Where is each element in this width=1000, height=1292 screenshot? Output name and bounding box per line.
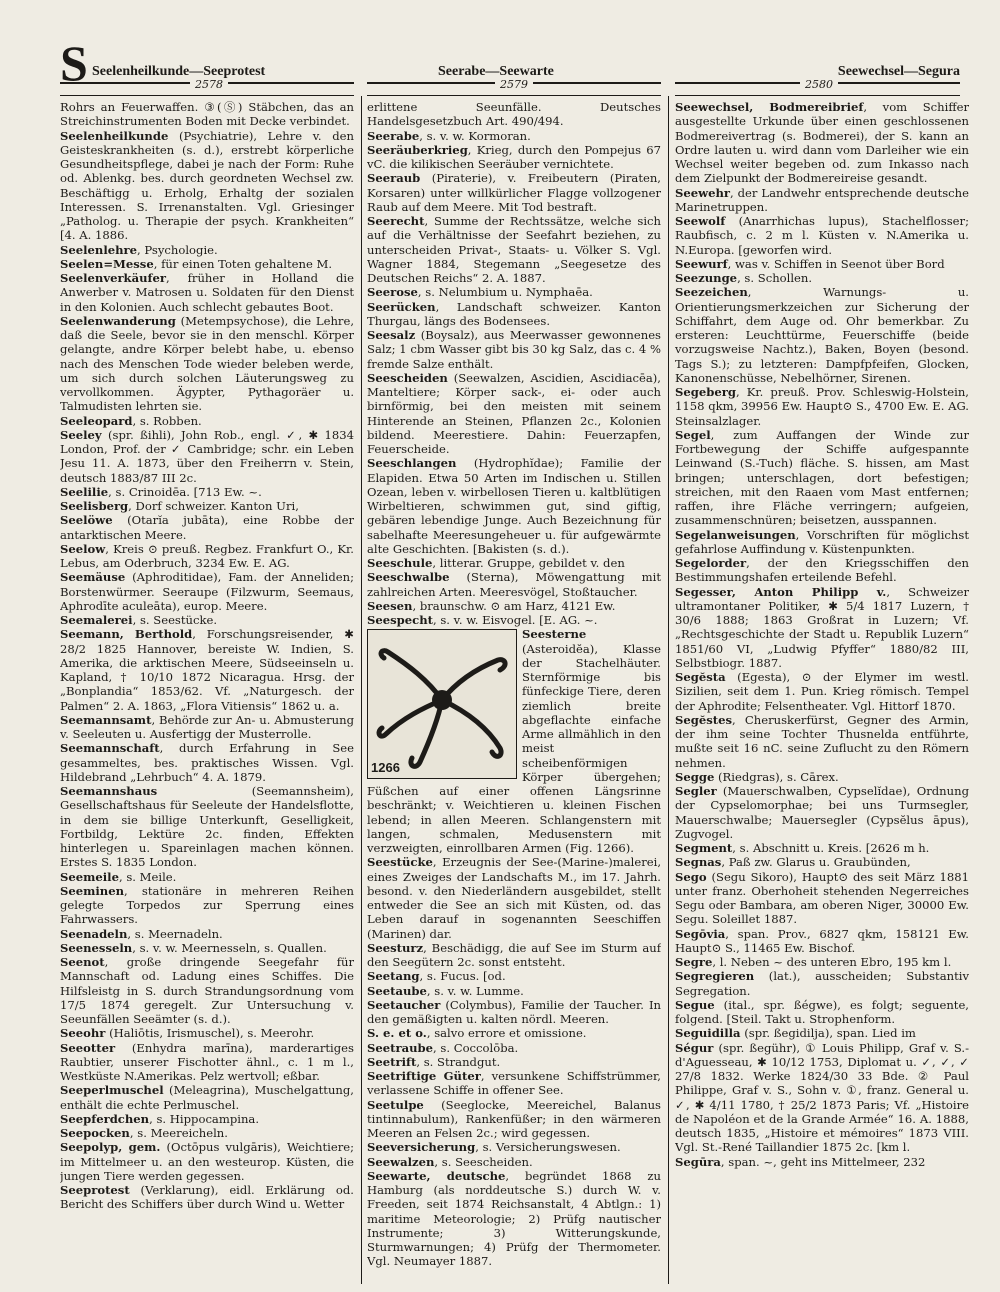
dictionary-entry bbox=[675, 214, 969, 257]
entry-text: , s. Abschnitt u. Kreis. [2626 m h. bbox=[732, 841, 930, 855]
entry-text: , Kr. preuß. Prov. Schleswig-Holstein, 1158 qkm, 39956 Ew. Haupt⊙ S., 4700 Ew. E. AG. Steinsalzlager. bbox=[675, 385, 969, 428]
entry-text: , s. Seescheiden. bbox=[434, 1154, 533, 1169]
entry-headword: Seesterne bbox=[522, 627, 587, 642]
dictionary-entry bbox=[60, 1041, 354, 1084]
entry-text: (Boysalz), aus Meerwasser gewonnenes Salz; 1 cbm Wasser gibt bis 30 kg Salz, das c. 4 % fremde Salze enthält. bbox=[367, 328, 661, 371]
entry-headword: Seesalz bbox=[367, 328, 416, 342]
entry-headword: Seewehr bbox=[675, 185, 731, 200]
dictionary-entry bbox=[675, 770, 969, 784]
entry-headword: Seelow bbox=[60, 541, 106, 556]
entry-text: (ital., spr. ßégwe), es folgt; seguente, folgend. [Steil. Takt u. Strophenform. bbox=[675, 997, 969, 1026]
dictionary-entry bbox=[60, 100, 354, 129]
entry-headword: Seeraub bbox=[367, 171, 421, 186]
dictionary-entry bbox=[675, 955, 969, 969]
entry-text: , s. Fucus. [od. bbox=[419, 969, 506, 984]
entry-text: , s. v. w. Eisvogel. [E. AG. ~. bbox=[432, 613, 598, 627]
entry-headword: Seespecht bbox=[367, 613, 433, 627]
figure-number: 1266 bbox=[371, 760, 400, 775]
entry-text: , braunschw. ⊙ am Harz, 4121 Ew. bbox=[412, 598, 616, 613]
dictionary-entry bbox=[675, 927, 969, 956]
entry-headword: Segūra bbox=[675, 1154, 721, 1169]
entry-text: , s. v. w. Kormoran. bbox=[419, 128, 531, 143]
entry-text: , Cheruskerfürst, Gegner des Armin, der ihm seine Tochter Thusnelda entführte, mußte seit 16 nC. seine Zuflucht zu den Römern nehmen. bbox=[675, 712, 969, 770]
dictionary-entry bbox=[367, 1169, 661, 1269]
entry-text: , stationäre in mehreren Reihen gelegte Torpedos zur Sperrung eines Fahrwassers. bbox=[60, 883, 354, 927]
entry-headword: Seemannshaus bbox=[60, 784, 158, 798]
entry-headword: Seepolyp, gem. bbox=[60, 1140, 161, 1155]
page-number-middle: 2579 bbox=[495, 79, 533, 91]
dictionary-entry bbox=[367, 328, 661, 371]
dictionary-entry bbox=[60, 941, 354, 955]
dictionary-entry bbox=[60, 1126, 354, 1140]
dictionary-entry bbox=[367, 100, 661, 129]
dictionary-entry bbox=[60, 243, 354, 257]
entry-text: , s. Schollen. bbox=[737, 271, 813, 285]
entry-headword: Seetaucher bbox=[367, 997, 441, 1012]
dictionary-entry bbox=[367, 941, 661, 970]
dictionary-entry bbox=[675, 428, 969, 528]
entry-text: Rohrs an Feuerwaffen. ③(Ⓢ) Stäbchen, das an Streichinstrumenten Boden mit Decke verbindet. bbox=[60, 100, 354, 129]
dictionary-entry bbox=[367, 599, 661, 613]
entry-text: (Colymbus), Familie der Taucher. In den gemäßigten u. kalten nördl. Meeren. bbox=[367, 997, 661, 1026]
entry-text: (spr. ßihli), John Rob., engl. ✓, ✱ 1834 London, Prof. der ✓ Cambridge; schr. ein Leben Jesu 11. A. 1873, über den Freiherrn v. Stein, deutsch 1883/87 III 2c. bbox=[60, 427, 354, 485]
entry-text: erlittene Seeunfälle. Deutsches Handelsgesetzbuch Art. 490/494. bbox=[367, 100, 661, 129]
dictionary-entry bbox=[675, 186, 969, 215]
dictionary-entry bbox=[367, 371, 661, 457]
entry-headword: Seeohr bbox=[60, 1026, 106, 1041]
right-column-heading: Seewechsel—Segura bbox=[837, 64, 960, 79]
entry-text: (Haliōtis, Irismuschel), s. Meerohr. bbox=[105, 1026, 315, 1041]
entry-headword: Seewalzen bbox=[367, 1154, 435, 1169]
dictionary-entry bbox=[60, 613, 354, 627]
entry-text: , der den Kriegsschiffen den Bestimmungshafen erteilende Befehl. bbox=[675, 556, 969, 585]
dictionary-entry bbox=[60, 542, 354, 571]
dictionary-entry bbox=[367, 300, 661, 329]
entry-text: , s. Strandgut. bbox=[416, 1054, 501, 1069]
entry-headword: Seemäuse bbox=[60, 570, 126, 585]
entry-text: , Krieg, durch den Pompejus 67 vC. die kilikischen Seeräuber vernichtete. bbox=[367, 142, 661, 171]
starfish-illustration-icon bbox=[367, 629, 517, 779]
dictionary-entry bbox=[60, 414, 354, 428]
entry-headword: Seetraube bbox=[367, 1040, 434, 1055]
page-number-left: 2578 bbox=[190, 79, 228, 91]
dictionary-entry bbox=[60, 314, 354, 414]
dictionary-entry bbox=[675, 100, 969, 186]
entry-headword: Seelisberg bbox=[60, 499, 129, 513]
entry-text: , Landschaft schweizer. Kanton Thurgau, längs des Bodensees. bbox=[367, 299, 661, 328]
dictionary-entry bbox=[60, 1140, 354, 1183]
entry-text: (Seeglocke, Meereichel, Balanus tintinnabulum), Rankenfüßer; in den wärmeren Meeren an Felsen 2c.; wird gegessen. bbox=[367, 1097, 661, 1140]
dictionary-entry bbox=[367, 285, 661, 299]
dictionary-entry bbox=[367, 1069, 661, 1098]
dictionary-entry bbox=[60, 955, 354, 1026]
dictionary-entry bbox=[60, 499, 354, 513]
entry-text: , span. ~, geht ins Mittelmeer, 232 bbox=[720, 1154, 926, 1169]
dictionary-entry bbox=[60, 884, 354, 927]
entry-text: , Behörde zur An- u. Abmusterung v. Seeleuten u. Ausfertigg der Musterrolle. bbox=[60, 712, 354, 741]
entry-text: , große dringende Seegefahr für Mannschaft od. Ladung eines Schiffes. Die Hilfsleistg in S. durch Strandungsordnung vom 17/5 1874 geregelt. Zur Untersuchung v. Seeunfällen Seeämter (s. d.). bbox=[60, 955, 354, 1026]
entry-headword: Seewurf bbox=[675, 256, 728, 271]
entry-headword: S. e. et o. bbox=[367, 1026, 427, 1041]
entry-headword: Segment bbox=[675, 841, 733, 855]
dictionary-entry bbox=[367, 1041, 661, 1055]
dictionary-entry bbox=[675, 870, 969, 927]
entry-headword: Seeperlmuschel bbox=[60, 1083, 164, 1098]
entry-text: , s. Meile. bbox=[118, 869, 177, 884]
entry-headword: Segnas bbox=[675, 855, 722, 870]
middle-column-heading: Seerabe—Seewarte bbox=[438, 64, 554, 79]
entry-headword: Seerecht bbox=[367, 214, 425, 228]
entry-text: (Sterna), Möwengattung mit zahlreichen Arten. Meeresvögel, Stoßtaucher. bbox=[367, 570, 661, 599]
entry-text: , früher in Holland die Anwerber v. Matrosen u. Soldaten für den Dienst in den Kolonien. Auch schlecht gebautes Boot. bbox=[60, 271, 354, 314]
entry-text: , Schweizer ultramontaner Politiker, ✱ 5/4 1817 Luzern, † 30/6 1888; 1863 Großrat in Luzern; Vf. „Rechtsgeschichte der Stadt u. Republik Luzern“ 1851/60 VI, „Ludwig Pfyffer“ 1880/82 III, Selbstbiogr. 1887. bbox=[675, 584, 969, 670]
dictionary-entry bbox=[60, 257, 354, 271]
entry-headword: Seeräuberkrieg bbox=[367, 142, 468, 157]
dictionary-entry bbox=[675, 784, 969, 841]
entry-text: (Enhydra marīna), marderartiges Raubtier, unserer Fischotter ähnl., c. 1 m l., Westküste N.Amerikas. Pelz wertvoll; eßbar. bbox=[60, 1040, 354, 1083]
column-middle bbox=[367, 100, 661, 1285]
entry-text: , s. Meernadeln. bbox=[127, 926, 223, 941]
entry-text: , s. v. w. Lumme. bbox=[426, 983, 524, 998]
dictionary-entry bbox=[60, 713, 354, 742]
entry-headword: Seerabe bbox=[367, 128, 420, 143]
entry-headword: Seeversicherung bbox=[367, 1140, 476, 1155]
dictionary-entry bbox=[60, 784, 354, 870]
entry-text: (Aphroditidae), Fam. der Anneliden; Borstenwürmer. Seeraupe (Filzwurm, Seemaus, Aphrodīte aculeāta), europ. Meere. bbox=[60, 570, 354, 613]
entry-headword: Seetrift bbox=[367, 1054, 417, 1069]
entry-text: , s. Versicherungswesen. bbox=[475, 1140, 621, 1155]
entry-headword: Segĕstes bbox=[675, 712, 733, 727]
dictionary-entry bbox=[60, 741, 354, 784]
entry-headword: Seepferdchen bbox=[60, 1111, 150, 1126]
page-number-rule-middle bbox=[367, 78, 661, 96]
entry-headword: Segelorder bbox=[675, 556, 747, 570]
entry-headword: Segre bbox=[675, 955, 713, 969]
entry-headword: Seemann, Berthold bbox=[60, 627, 193, 642]
dictionary-entry bbox=[367, 1155, 661, 1169]
entry-text: (Anarrhichas lupus), Stachelflosser; Raubfisch, c. 2 m l. Küsten v. N.Amerika u. N.Europa. [geworfen wird. bbox=[675, 214, 969, 257]
entry-text: , begründet 1868 zu Hamburg (als norddeutsche S.) durch W. v. Freeden, seit 1874 Reichsanstalt, 4 Abtlgn.: 1) maritime Meteorologie; 2) Prüfg nautischer Instrumente; 3) Witterungskunde, Sturmwarnungen; 4) Prüfg der Thermometer. Vgl. Neumayer 1887. bbox=[367, 1168, 661, 1269]
entry-headword: Seetang bbox=[367, 969, 420, 984]
entry-text: (Seemannsheim), Gesellschaftshaus für Seeleute der Handelsflotte, in dem sie billige Unterkunft, Geselligkeit, Fortbildg, Lektüre 2c. finden, Effekten hinterlegen u. Spareinlagen machen können. Erstes S. 1835 London. bbox=[60, 784, 354, 870]
dictionary-entry bbox=[367, 1055, 661, 1069]
dictionary-entry bbox=[675, 998, 969, 1027]
entry-headword: Seerücken bbox=[367, 299, 436, 314]
entry-headword: Seguidilla bbox=[675, 1026, 741, 1041]
entry-headword: Seezunge bbox=[675, 271, 738, 285]
dictionary-entry bbox=[367, 627, 661, 855]
dictionary-entry bbox=[675, 1155, 969, 1169]
entry-headword: Seeprotest bbox=[60, 1183, 130, 1197]
dictionary-entry bbox=[367, 129, 661, 143]
dictionary-entry bbox=[675, 969, 969, 998]
section-letter: S bbox=[60, 35, 88, 91]
entry-headword: Seelenwanderung bbox=[60, 313, 176, 328]
dictionary-entry bbox=[367, 984, 661, 998]
dictionary-entry bbox=[60, 1026, 354, 1040]
entry-text: , zum Auffangen der Winde zur Fortbewegung der Schiffe aufgespannte Leinwand (S.-Tuch) fläche. S. hissen, am Mast bringen; unterschlagen, dort befestigen; streichen, mit den Raaen vom Mast entfernen; raffen, ihre Fläche verringern; aufgeien, zusammenschnüren; beisetzen, ausspannen. bbox=[675, 427, 969, 528]
dictionary-entry bbox=[367, 171, 661, 214]
page-number-rule-right bbox=[675, 78, 960, 96]
entry-text: , s. Robben. bbox=[132, 413, 202, 428]
entry-text: (Egesta), ⊙ der Elymer im westl. Sizilien, seit dem 1. Pun. Krieg römisch. Tempel der Aphrodite; Felsentheater. Vgl. Hittorf 1870. bbox=[675, 670, 969, 713]
column-right bbox=[675, 100, 969, 1285]
dictionary-entry bbox=[675, 271, 969, 285]
entry-text: , s. Coccolōba. bbox=[433, 1040, 519, 1055]
entry-headword: Seelenverkäufer bbox=[60, 271, 167, 285]
dictionary-entry bbox=[675, 713, 969, 770]
entry-text: (Hydrophĭdae); Familie der Elapiden. Etwa 50 Arten im Indischen u. Stillen Ozean, leben v. wirbellosen Tieren u. kaltblütigen Wirbeltieren, schwimmen gut, sind giftig, gebären lebendige Junge. Auch Bezeichnung für sabelhafte Meeresungeheuer u. für aufgewärmte alte Geschichten. [Bakisten (s. d.). bbox=[367, 456, 661, 556]
dictionary-entry bbox=[60, 1183, 354, 1212]
entry-headword: Seetriftige Güter bbox=[367, 1069, 481, 1083]
dictionary-entry bbox=[60, 513, 354, 542]
entry-text: (Riedgras), s. Cārex. bbox=[714, 769, 839, 784]
entry-text: , Psychologie. bbox=[137, 242, 218, 257]
entry-headword: Seelen=Messe bbox=[60, 256, 154, 271]
dictionary-entry bbox=[675, 1041, 969, 1155]
entry-text: (lat.), ausscheiden; Substantiv Segregation. bbox=[675, 969, 969, 998]
entry-text: , für einen Toten gehaltene M. bbox=[153, 256, 333, 271]
dictionary-entry bbox=[675, 556, 969, 585]
entry-text: (Octōpus vulgāris), Weichtiere; im Mittelmeer u. an den westeurop. Küsten, die jungen Tiere werden gegessen. bbox=[60, 1140, 354, 1183]
entry-headword: Segel bbox=[675, 427, 711, 442]
dictionary-entry bbox=[367, 456, 661, 556]
entry-text: (Otarĭa jubāta), eine Robbe der antarktischen Meere. bbox=[60, 513, 354, 542]
entry-text: , s. Hippocampina. bbox=[149, 1111, 260, 1126]
entry-headword: Seemannsamt bbox=[60, 712, 152, 727]
entry-headword: Segge bbox=[675, 769, 715, 784]
column-divider bbox=[668, 96, 669, 1284]
entry-headword: Seeschlangen bbox=[367, 456, 457, 471]
entry-text: , Kreis ⊙ preuß. Regbez. Frankfurt O., Kr. Lebus, am Oderbruch, 3234 Ew. E. AG. bbox=[60, 541, 354, 570]
entry-text: , versunkene Schiffstrümmer, verlassene Schiffe in offener See. bbox=[367, 1069, 661, 1098]
entry-headword: Seesen bbox=[367, 598, 413, 613]
entry-text: , vom Schiffer ausgestellte Urkunde über einen geschlossenen Bodmereivertrag (s. Bodmerei), der S. kann an Ordre lauten u. wird dann vom Darleiher wie ein Wechsel weiter begeben od. zum Inkasso nach dem Zielpunkt der Bodmereireise gesandt. bbox=[675, 100, 969, 186]
entry-text: , s. v. w. Meernesseln, s. Quallen. bbox=[132, 940, 327, 955]
dictionary-entry bbox=[675, 670, 969, 713]
entry-headword: Seerose bbox=[367, 285, 418, 300]
column-divider bbox=[361, 96, 362, 1284]
entry-headword: Seenadeln bbox=[60, 926, 128, 941]
entry-text: , Erzeugnis der See-(Marine-)malerei, eines Zweiges der Landschafts M., im 17. Jahrh. besond. v. den Niederländern ausgebildet, stellt entweder die See an sich mit Küsten, od. das Leben darauf in sogenannten Seeschiffen (Marinen) dar. bbox=[367, 855, 661, 941]
entry-headword: Seetulpe bbox=[367, 1097, 424, 1112]
entry-headword: Seenesseln bbox=[60, 940, 133, 955]
dictionary-entry bbox=[367, 570, 661, 599]
dictionary-entry bbox=[675, 528, 969, 557]
dictionary-entry bbox=[367, 855, 661, 941]
dictionary-entry bbox=[367, 214, 661, 285]
entry-headword: Seeley bbox=[60, 427, 102, 442]
entry-text: (Verklarung), eidl. Erklärung od. Bericht des Schiffers über durch Wind u. Wetter bbox=[60, 1183, 354, 1212]
column-left bbox=[60, 100, 354, 1285]
entry-headword: Seepocken bbox=[60, 1126, 130, 1140]
entry-headword: Seeminen bbox=[60, 883, 125, 898]
dictionary-entry bbox=[60, 927, 354, 941]
entry-headword: Seezeichen bbox=[675, 285, 748, 300]
entry-headword: Segōvia bbox=[675, 926, 726, 941]
entry-headword: Ségur bbox=[675, 1040, 714, 1055]
entry-text: (Meleagrina), Muschelgattung, enthält die echte Perlmuschel. bbox=[60, 1083, 354, 1112]
page-number-right: 2580 bbox=[800, 79, 838, 91]
entry-headword: Segue bbox=[675, 997, 715, 1012]
entry-headword: Seenot bbox=[60, 955, 105, 969]
entry-text: (Mauerschwalben, Cypselĭdae), Ordnung der Cypselomorphae; bei uns Turmsegler, Mauerschwalbe; Mauersegler (Cypsĕlus āpus), Zugvogel. bbox=[675, 784, 969, 841]
dictionary-entry bbox=[60, 1083, 354, 1112]
entry-text: , was v. Schiffen in Seenot über Bord bbox=[727, 256, 945, 271]
dictionary-entry bbox=[60, 570, 354, 613]
dictionary-entry bbox=[675, 257, 969, 271]
dictionary-entry bbox=[675, 855, 969, 869]
entry-text: , s. Nelumbium u. Nymphaēa. bbox=[417, 285, 593, 300]
entry-text: (Segu Sikoro), Haupt⊙ des seit März 1881 unter franz. Oberhoheit stehenden Negerreiches Segu oder Bambara, am oberen Niger, 30000 Ew. Segu. Soleillet 1887. bbox=[675, 869, 969, 927]
dictionary-entry bbox=[675, 1026, 969, 1040]
dictionary-entry bbox=[675, 841, 969, 855]
entry-text: , Vorschriften für möglichst gefahrlose Auffindung v. Küstenpunkten. bbox=[675, 527, 969, 556]
dictionary-entry bbox=[367, 613, 661, 627]
entry-text: , Beschädigg, die auf See im Sturm auf den Seegütern 2c. sonst entsteht. bbox=[367, 940, 661, 969]
entry-headword: Segler bbox=[675, 784, 717, 798]
entry-headword: Seescheiden bbox=[367, 370, 448, 385]
entry-text: , l. Neben ~ des unteren Ebro, 195 km l. bbox=[712, 955, 952, 969]
entry-text: , litterar. Gruppe, gebildet v. den bbox=[432, 556, 625, 570]
entry-text: , der Landwehr entsprechende deutsche Marinetruppen. bbox=[675, 185, 969, 214]
entry-text: , salvo errore et omissione. bbox=[426, 1026, 587, 1041]
dictionary-entry bbox=[367, 998, 661, 1027]
entry-headword: Seemeile bbox=[60, 869, 119, 884]
entry-text: , Warnungs- u. Orientierungsmerkzeichen zur Sicherung der Schiffahrt, dem Auge od. Ohr bemerkbar. Zu ersteren: Leuchttürme, Feuerschiffe (beide vorzugsweise Nachtz.), Baken, Boyen (besond. Tags S.); zu letzteren: Dampfpfeifen, Glocken, Kanonenschüsse, Nebelhörner, Sirenen. bbox=[675, 285, 969, 385]
entry-headword: Seelilie bbox=[60, 484, 109, 499]
dictionary-entry bbox=[60, 271, 354, 314]
entry-text: , span. Prov., 6827 qkm, 158121 Ew. Haupt⊙ S., 11465 Ew. Bischof. bbox=[675, 926, 969, 955]
entry-text: , Paß zw. Glarus u. Graubünden, bbox=[721, 855, 911, 870]
entry-text: (Piraterie), v. Freibeutern (Piraten, Korsaren) unter willkürlicher Flagge vollzogener Raub auf dem Meere. Mit Tod bestraft. bbox=[367, 171, 661, 214]
dictionary-entry bbox=[60, 1112, 354, 1126]
entry-headword: Segelanweisungen bbox=[675, 527, 796, 542]
entry-headword: Seemalerei bbox=[60, 613, 133, 627]
entry-text: (Metempsychose), die Lehre, daß die Seele, bevor sie in den menschl. Körper gelangte, andre Körper belebt habe, u. ebenso nach des Menschen Tode wieder beleben werde, um sich durch solchen Läuterungsweg zu vervollkommen. Ägypter, Pythagoräer u. Talmudisten lehrten sie. bbox=[60, 313, 354, 414]
entry-text: , s. Crinoidēa. [713 Ew. ~. bbox=[108, 484, 262, 499]
entry-headword: Segregieren bbox=[675, 969, 755, 984]
entry-headword: Seewarte, deutsche bbox=[367, 1168, 506, 1183]
dictionary-entry bbox=[367, 969, 661, 983]
entry-text: , Summe der Rechtssätze, welche sich auf die Verhältnisse der Seefahrt beziehen, zu unterscheiden Privat-, Staats- u. Völker S. Vgl. Wagner 1884, Stegemann „Seegesetze des Deutschen Reichs“ 2. A. 1887. bbox=[367, 214, 661, 285]
dictionary-entry bbox=[675, 585, 969, 671]
dictionary-entry bbox=[675, 285, 969, 385]
entry-text: , Dorf schweizer. Kanton Uri, bbox=[128, 499, 299, 513]
left-column-heading: Seelenheilkunde—Seeprotest bbox=[92, 64, 266, 79]
entry-headword: Seetaube bbox=[367, 983, 427, 998]
entry-text: , Forschungsreisender, ✱ 28/2 1825 Hannover, bereiste W. Indien, S. Amerika, die arktischen Meere, Südseeinseln u. Kapland, † 10/10 1872 Nicaragua. Hrsg. der „Bonplandia“ 1853/62. Vf. „Naturgesch. der Palmen“ 2. A. 1863, „Flora Vitiensis“ 1862 u. a. bbox=[60, 627, 354, 713]
dictionary-entry bbox=[60, 870, 354, 884]
page-number-rule-left bbox=[60, 78, 354, 96]
entry-headword: Seelenlehre bbox=[60, 242, 138, 257]
entry-headword: Seestücke bbox=[367, 855, 433, 870]
entry-headword: Sego bbox=[675, 869, 707, 884]
entry-text: (Psychiatrie), Lehre v. den Geisteskrankheiten (s. d.), erstrebt körperliche Gesundheitspflege, dabei je nach der Form: Ruhe od. Ablenkg. bes. durch geordneten Wechsel zw. Beschäftigg u. Erholg, Erhaltg der sozialen Interessen. S. Irrenanstalten. Vgl. Griesinger „Patholog. u. Therapie der psych. Krankheiten“ [4. A. 1886. bbox=[60, 128, 354, 243]
dictionary-entry bbox=[60, 627, 354, 713]
entry-headword: Seelenheilkunde bbox=[60, 128, 169, 143]
entry-headword: Seesturz bbox=[367, 940, 424, 955]
dictionary-entry bbox=[675, 385, 969, 428]
entry-headword: Seeschwalbe bbox=[367, 570, 450, 585]
entry-text: , durch Erfahrung in See gesammeltes, bes. praktisches Wissen. Vgl. Hildebrand „Lehrbuch“ 4. A. 1879. bbox=[60, 741, 354, 784]
entry-headword: Seewechsel, Bodmereibrief bbox=[675, 100, 864, 114]
entry-text: (Asteroidĕa), Klasse der Stachelhäuter. Sternförmige bis fünfeckige Tiere, deren ziemlich breite abgeflachte einfache Arme allmählich in den meist scheibenförmigen Körper übergehen; Füßchen auf einer offenen Längsrinne beschränkt; v. Weichtieren u. kleinen Fischen lebend; in allen Meeren. Schlangenstern mit langen, schmalen, Medusenstern mit verzweigten, einrollbaren Armen (Fig. 1266). bbox=[367, 641, 661, 855]
entry-headword: Seelöwe bbox=[60, 513, 113, 528]
dictionary-entry bbox=[60, 428, 354, 485]
entry-headword: Seeleopard bbox=[60, 413, 133, 428]
dictionary-entry bbox=[60, 129, 354, 243]
dictionary-entry bbox=[367, 1026, 661, 1040]
entry-text: (spr. ßegidilja), span. Lied im bbox=[740, 1026, 916, 1041]
entry-text: , s. Seestücke. bbox=[132, 613, 218, 627]
entry-headword: Seeotter bbox=[60, 1040, 116, 1055]
entry-text: (spr. ßegühr), ① Louis Philipp, Graf v. S.-d'Aguesseau, ✱ 10/12 1753, Diplomat u. ✓, ✓, ✓ 27/8 1832. Werke 1824/30 33 Bde. ② Paul Philippe, Graf v. S., Sohn v. ①, franz. General u. ✓, ✱ 4/11 1780, † 25/2 1873 Paris; Vf. „Histoire de Napoléon et de la Grande Armée“ 16. A. 1888, deutsch 1835, „Histoire et mémoires“ 1873 VIII. Vgl. St.-René Taillandier 1875 2c. [km l. bbox=[675, 1040, 969, 1155]
starfish-drawing bbox=[368, 630, 516, 778]
entry-text: (Seewalzen, Ascidien, Ascidiacēa), Manteltiere; Körper sack-, ei- oder auch birnförmig, bei den meisten mit seinem Hinterende an Steinen, Pflanzen 2c., Kolonien bildend. Meerestiere. Dahin: Feuerzapfen, Feuerscheide. bbox=[367, 370, 661, 456]
dictionary-entry bbox=[367, 143, 661, 172]
dictionary-entry bbox=[367, 1140, 661, 1154]
entry-headword: Seemannschaft bbox=[60, 741, 160, 756]
entry-headword: Segesser, Anton Philipp v. bbox=[675, 584, 887, 599]
entry-headword: Seewolf bbox=[675, 214, 726, 228]
dictionary-entry bbox=[367, 1098, 661, 1141]
dictionary-entry bbox=[367, 556, 661, 570]
dictionary-entry bbox=[60, 485, 354, 499]
entry-headword: Segeberg bbox=[675, 385, 736, 399]
entry-headword: Seeschule bbox=[367, 556, 433, 570]
entry-headword: Segĕsta bbox=[675, 670, 726, 684]
entry-text: , s. Meereicheln. bbox=[129, 1126, 228, 1140]
